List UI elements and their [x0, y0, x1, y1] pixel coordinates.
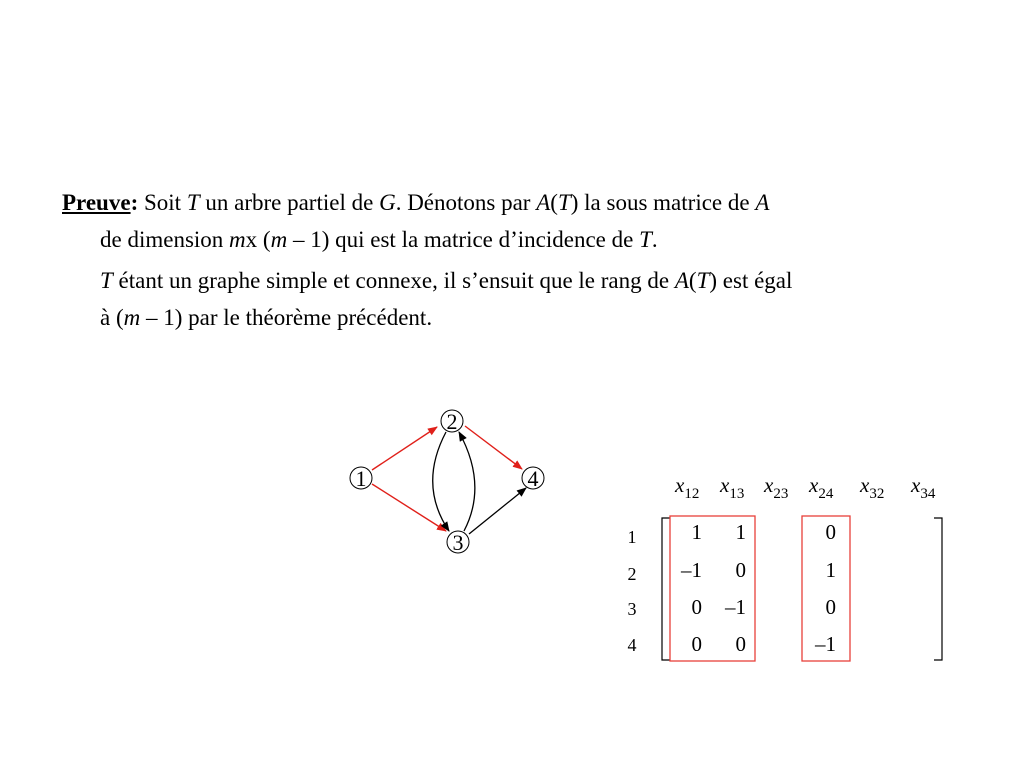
text: x ( — [245, 227, 271, 252]
text: de dimension — [100, 227, 230, 252]
cell: 1 — [691, 520, 702, 544]
node-2-label: 2 — [446, 409, 458, 434]
text: – 1) par le théorème précédent. — [140, 305, 433, 330]
proof-label: Preuve — [62, 190, 131, 215]
cell: 0 — [691, 595, 702, 619]
row-label: 1 — [627, 527, 637, 547]
row-label: 2 — [627, 564, 637, 584]
col-header-x34: $x_{34}$ — [911, 473, 936, 502]
cell: 0 — [691, 632, 702, 656]
paren: ( — [688, 268, 697, 293]
node-3 — [447, 530, 469, 555]
text: est égal — [717, 268, 793, 293]
matrix-column-headers — [674, 473, 936, 502]
math-m: m — [229, 227, 246, 252]
math-m: m — [270, 227, 288, 252]
paren: ( — [550, 190, 558, 215]
node-1 — [350, 466, 372, 491]
math-A: A — [755, 190, 770, 215]
cell: 0 — [735, 558, 746, 582]
cell: 0 — [735, 632, 746, 656]
row-label: 4 — [627, 635, 637, 655]
text: . Dénotons par — [395, 190, 537, 215]
cell: 0 — [825, 595, 836, 619]
right-bracket — [934, 518, 942, 660]
cell: 1 — [735, 520, 746, 544]
edge-3-2 — [459, 432, 475, 531]
math-T: T — [557, 190, 571, 215]
cell: –1 — [725, 595, 746, 619]
node-2 — [441, 409, 463, 434]
node-3-label: 3 — [452, 530, 464, 555]
text: étant un graphe simple et connexe, il s’ensuit que le rang de — [112, 268, 675, 293]
math-T: T — [639, 227, 652, 252]
paren: ) — [709, 268, 718, 293]
matrix-row-labels — [628, 527, 637, 655]
incidence-matrix — [628, 473, 943, 661]
node-1-label: 1 — [355, 466, 367, 491]
cell: –1 — [681, 558, 702, 582]
text: la sous matrice de — [578, 190, 756, 215]
col-header-x12: $x_{12}$ — [675, 473, 700, 502]
left-bracket — [662, 518, 670, 660]
text: . — [651, 227, 658, 252]
text: – 1) qui est la matrice d’incidence de — [287, 227, 640, 252]
edge-3-4 — [469, 488, 526, 534]
matrix-cells — [680, 520, 836, 656]
edge-1-3 — [372, 484, 446, 531]
col-header-x13: $x_{13}$ — [720, 473, 745, 502]
cell: –1 — [815, 632, 836, 656]
math-T: T — [696, 268, 710, 293]
edge-1-2 — [372, 427, 437, 470]
edge-2-3 — [433, 432, 449, 531]
proof-colon: : — [130, 190, 139, 215]
node-4-label: 4 — [527, 466, 539, 491]
row-label: 3 — [627, 599, 637, 619]
text: Soit — [138, 190, 187, 215]
math-G: G — [379, 190, 396, 215]
math-T: T — [186, 190, 200, 215]
paren: ) — [570, 190, 579, 215]
math-m: m — [123, 305, 141, 330]
node-4 — [522, 466, 544, 491]
col-header-x24: $x_{24}$ — [809, 473, 834, 502]
math-T: T — [100, 268, 113, 293]
col-header-x32: $x_{32}$ — [860, 473, 885, 502]
text: un arbre partiel de — [199, 190, 380, 215]
cell: 1 — [825, 558, 836, 582]
cell: 0 — [825, 520, 836, 544]
directed-graph — [350, 409, 544, 555]
edge-2-4 — [465, 426, 522, 469]
text: à ( — [100, 305, 124, 330]
math-A: A — [674, 268, 689, 293]
math-A: A — [536, 190, 551, 215]
col-header-x23: $x_{23}$ — [764, 473, 789, 502]
